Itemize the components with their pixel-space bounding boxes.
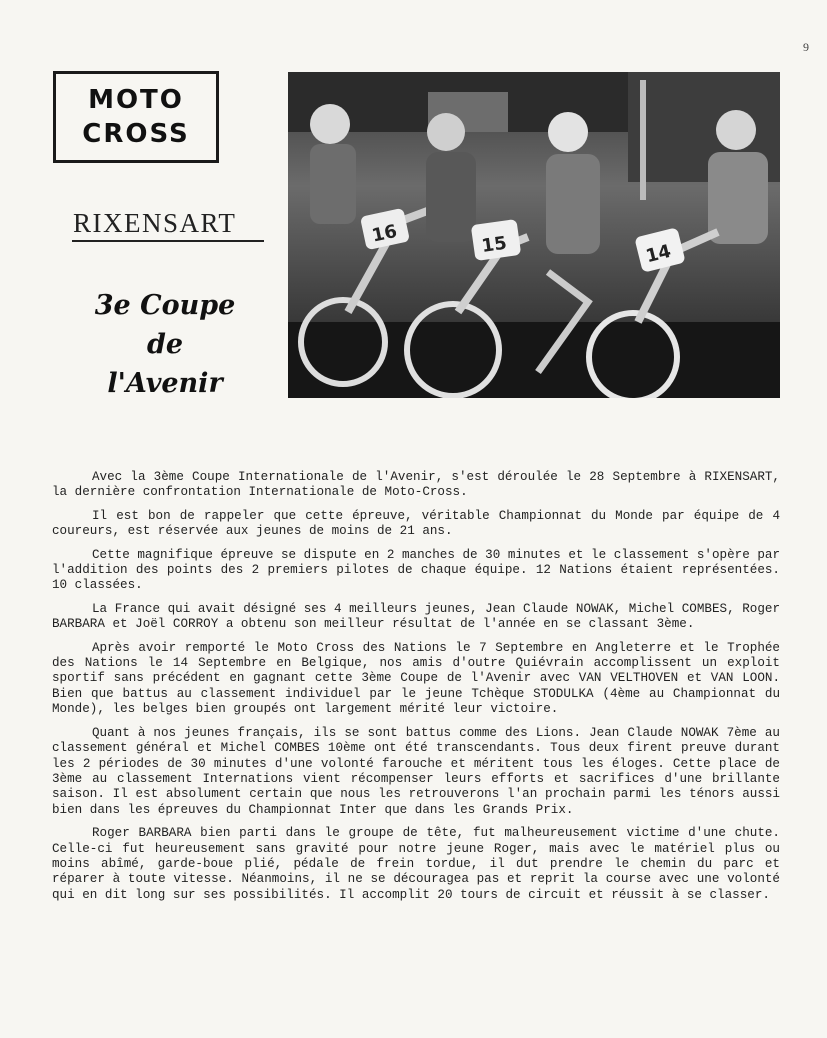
- number-plate-16: 16: [370, 220, 399, 247]
- number-plate-14: 14: [643, 240, 674, 268]
- event-subtitle: [90, 286, 240, 403]
- race-start-photo: [288, 72, 780, 398]
- article-paragraph: Cette magnifique épreuve se dispute en 2 manches de 30 minutes et le classement s'opère par l'addition des points des 2 premiers pilotes de chaque équipe. 12 Nations étaient représentées. 10 classées.: [52, 547, 780, 593]
- section-title-line1: MOTO: [88, 85, 184, 115]
- article-paragraph: Après avoir remporté le Moto Cross des Nations le 7 Septembre en Angleterre et le Trophée des Nations le 14 Septembre en Belgique, nos amis d'outre Quiévrain accomplissent un exploit sportif sans précédent en gagnant cette 3ème Coupe de l'Avenir avec VAN VELTHOVEN et VAN LOON. Bien que battus au classement individuel par le jeune Tchèque STODULKA (4ème au Championnat du Monde), les belges bien groupés ont largement mérité leur victoire.: [52, 640, 780, 717]
- event-location: RIXENSART: [73, 208, 237, 238]
- article-paragraph: Avec la 3ème Coupe Internationale de l'Avenir, s'est déroulée le 28 Septembre à RIXENSART, la dernière confrontation Internationale de Moto-Cross.: [52, 470, 780, 500]
- subtitle-line: de: [146, 329, 184, 360]
- section-title-line2: CROSS: [82, 119, 190, 149]
- article-paragraph: La France qui avait désigné ses 4 meilleurs jeunes, Jean Claude NOWAK, Michel COMBES, Roger BARBARA et Joël CORROY a obtenu son meilleur résultat de l'année en se classant 3ème.: [52, 601, 780, 632]
- article-paragraph: Quant à nos jeunes français, ils se sont battus comme des Lions. Jean Claude NOWAK 7ème au classement général et Michel COMBES 10ème ont été transcendants. Tous deux firent preuve durant les 2 périodes de 30 minutes d'une volonté farouche et méritent tous les éloges. Cette place de 3ème au classement Internations vient récompenser leurs efforts et sacrifices d'une brillante saison. Il est absolument certain que nous les retrouverons l'an prochain parmi les ténors aussi bien dans les épreuves du Championnat Inter que dans les Grands Prix.: [52, 725, 780, 817]
- article-body: [52, 470, 780, 911]
- page-number: 9: [803, 40, 809, 54]
- article-paragraph: Roger BARBARA bien parti dans le groupe de tête, fut malheureusement victime d'une chute. Celle-ci fut heureusement sans gravité pour notre jeune Roger, mais avec le matériel plus ou moins abîmé, garde-boue plié, pédale de frein tordue, il dut prendre le chemin du parc et réparer à toute vitesse. Néanmoins, il ne se découragea pas et reprit la course avec une volonté qui en dit long sur ses possibilités. Il accomplit 20 tours de circuit et réussit à se classer.: [52, 826, 780, 902]
- number-plate-15: 15: [480, 232, 509, 257]
- subtitle-line: l'Avenir: [107, 368, 223, 399]
- section-title-box: [53, 71, 219, 163]
- article-paragraph: Il est bon de rappeler que cette épreuve, véritable Championnat du Monde par équipe de 4 coureurs, est réservée aux jeunes de moins de 21 ans.: [52, 508, 780, 539]
- location-underline: [72, 240, 264, 242]
- subtitle-line: 3e Coupe: [94, 290, 236, 321]
